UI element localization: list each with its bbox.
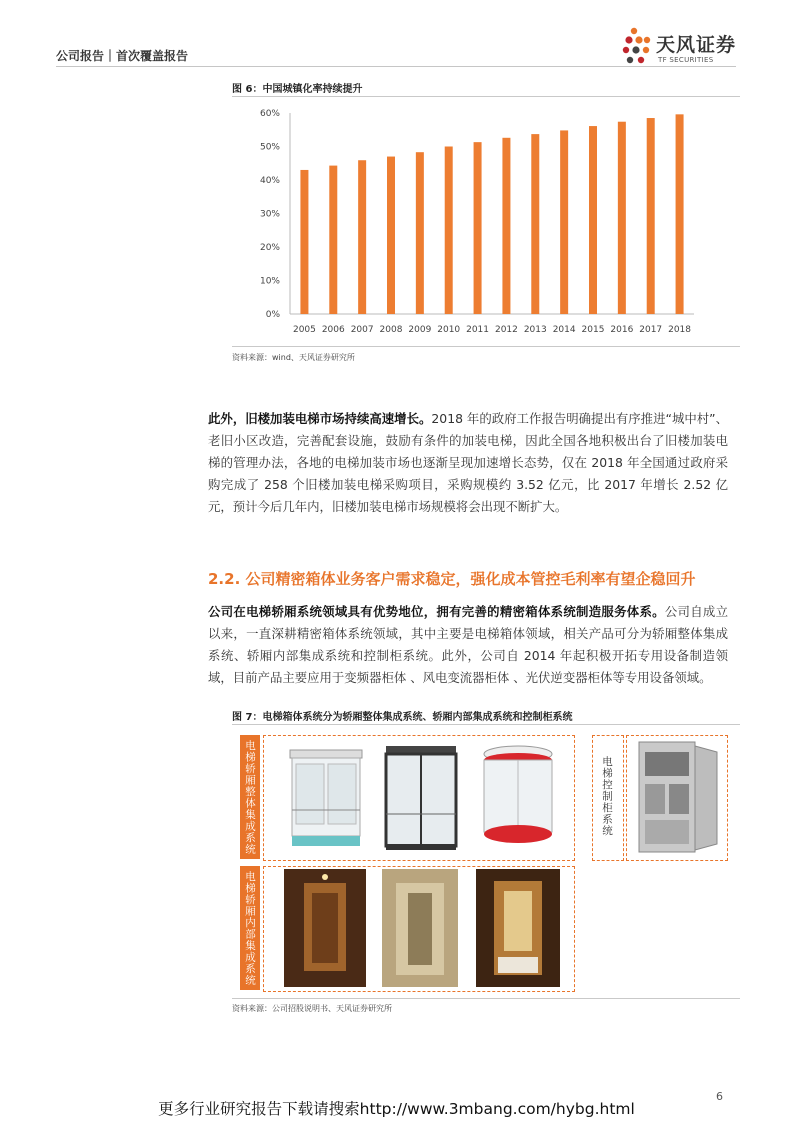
- page-number: 6: [716, 1090, 723, 1103]
- paragraph-lead: 公司在电梯轿厢系统领域具有优势地位，拥有完善的精密箱体系统制造服务体系。: [208, 604, 665, 619]
- bar-2010: [445, 147, 453, 315]
- figure7-source: 资料来源：公司招股说明书、天风证券研究所: [232, 1004, 392, 1013]
- figure7-bottom-rule: [232, 998, 740, 999]
- x-tick-label: 2015: [581, 325, 605, 335]
- panoramic-elevator-car-photo: [286, 742, 366, 854]
- figure7-title: 图 7：电梯箱体系统分为轿厢整体集成系统、轿厢内部集成系统和控制柜系统: [232, 712, 573, 723]
- control-cabinet-panel: [626, 735, 728, 861]
- x-tick-label: 2012: [494, 325, 518, 335]
- report-type-header: 公司报告｜首次覆盖报告: [56, 49, 189, 63]
- section-heading: 2.2. 公司精密箱体业务客户需求稳定，强化成本管控毛利率有望企稳回升: [208, 570, 696, 588]
- bar-2008: [387, 157, 395, 314]
- figure6-source: 资料来源：wind、天风证券研究所: [232, 353, 355, 362]
- label-control-cabinet: 电梯控制柜系统: [601, 755, 613, 837]
- label-car-integration: 电梯轿厢整体集成系统: [240, 735, 260, 859]
- y-tick-label: 10%: [259, 276, 280, 287]
- y-tick-label: 0%: [265, 310, 280, 320]
- bar-2014: [560, 130, 568, 314]
- x-tick-label: 2013: [523, 325, 547, 335]
- x-tick-label: 2018: [668, 325, 692, 335]
- paragraph-lead: 此外，旧楼加装电梯市场持续高速增长。: [208, 411, 432, 426]
- x-tick-label: 2011: [466, 325, 490, 335]
- x-tick-label: 2014: [552, 325, 576, 335]
- x-tick-label: 2010: [437, 325, 461, 335]
- bar-2011: [474, 142, 482, 314]
- bar-2006: [329, 166, 337, 314]
- figure6-top-rule: [232, 96, 740, 97]
- paragraph-body: 2018 年的政府工作报告明确提出有序推进“城中村”、老旧小区改造，完善配套设施，鼓励有条件的加装电梯，因此全国各地积极出台了旧楼加装电梯的管理办法，各地的电梯加装市场也逐渐呈现加速增长态势，仅在 2018 年全国通过政府采购完成了 258 个旧楼加装电梯采购项目，采购规模约 3.52 亿元，比 2017 年增长 2.52 亿元，预计今后几年内，旧楼加装电梯市场规模将会出现不断扩大。: [208, 411, 729, 514]
- glass-elevator-car-photo: [382, 740, 460, 856]
- bar-2012: [502, 138, 510, 314]
- figure7-top-rule: [232, 724, 740, 725]
- bar-2018: [676, 114, 684, 314]
- logo-mark-icon: [620, 26, 656, 70]
- bar-2009: [416, 152, 424, 314]
- car-integration-panel: [263, 735, 575, 861]
- gold-interior-photo: [476, 869, 560, 987]
- y-tick-label: 40%: [259, 176, 280, 186]
- x-tick-label: 2017: [639, 325, 663, 335]
- tf-securities-logo: [620, 26, 740, 70]
- urbanization-bar-chart: [232, 100, 740, 345]
- x-tick-label: 2007: [350, 325, 374, 335]
- car-interior-panel: [263, 866, 575, 992]
- paragraph-elevator-retrofit: [208, 408, 728, 518]
- bar-2015: [589, 126, 597, 314]
- figure6-bottom-rule: [232, 346, 740, 347]
- x-tick-label: 2005: [292, 325, 316, 335]
- wood-interior-photo: [284, 869, 366, 987]
- y-tick-label: 30%: [259, 209, 280, 220]
- footer-download-notice: 更多行业研究报告下载请搜索http://www.3mbang.com/hybg.html: [158, 1100, 635, 1118]
- bar-2005: [300, 170, 308, 314]
- x-tick-label: 2009: [408, 325, 432, 335]
- x-tick-label: 2016: [610, 325, 634, 335]
- x-tick-label: 2006: [321, 325, 345, 335]
- y-tick-label: 50%: [259, 142, 280, 153]
- paragraph-company-position: [208, 601, 728, 689]
- paragraph-body: 公司自成立以来，一直深耕精密箱体系统领域，其中主要是电梯箱体领域，相关产品可分为轿厢整体集成系统、轿厢内部集成系统和控制柜系统。此外，公司自 2014 年起积极开拓专用设备制造领域，目前产品主要应用于变频器柜体 、风电变流器柜体 、光伏逆变器柜体等专用设备领域。: [208, 604, 729, 685]
- x-tick-label: 2008: [379, 325, 403, 335]
- figure6-title: 图 6：中国城镇化率持续提升: [232, 84, 363, 95]
- bar-2007: [358, 160, 366, 314]
- bar-2017: [647, 118, 655, 314]
- control-cabinet-photo: [637, 740, 719, 856]
- bar-2013: [531, 134, 539, 314]
- logo-subtitle: TF SECURITIES: [658, 56, 714, 64]
- y-tick-label: 60%: [259, 109, 280, 119]
- bar-2016: [618, 122, 626, 314]
- round-elevator-car-photo: [478, 740, 558, 856]
- steel-interior-photo: [382, 869, 458, 987]
- label-car-interior: 电梯轿厢内部集成系统: [240, 866, 260, 990]
- logo-name: 天风证券: [656, 34, 737, 56]
- y-tick-label: 20%: [259, 243, 280, 253]
